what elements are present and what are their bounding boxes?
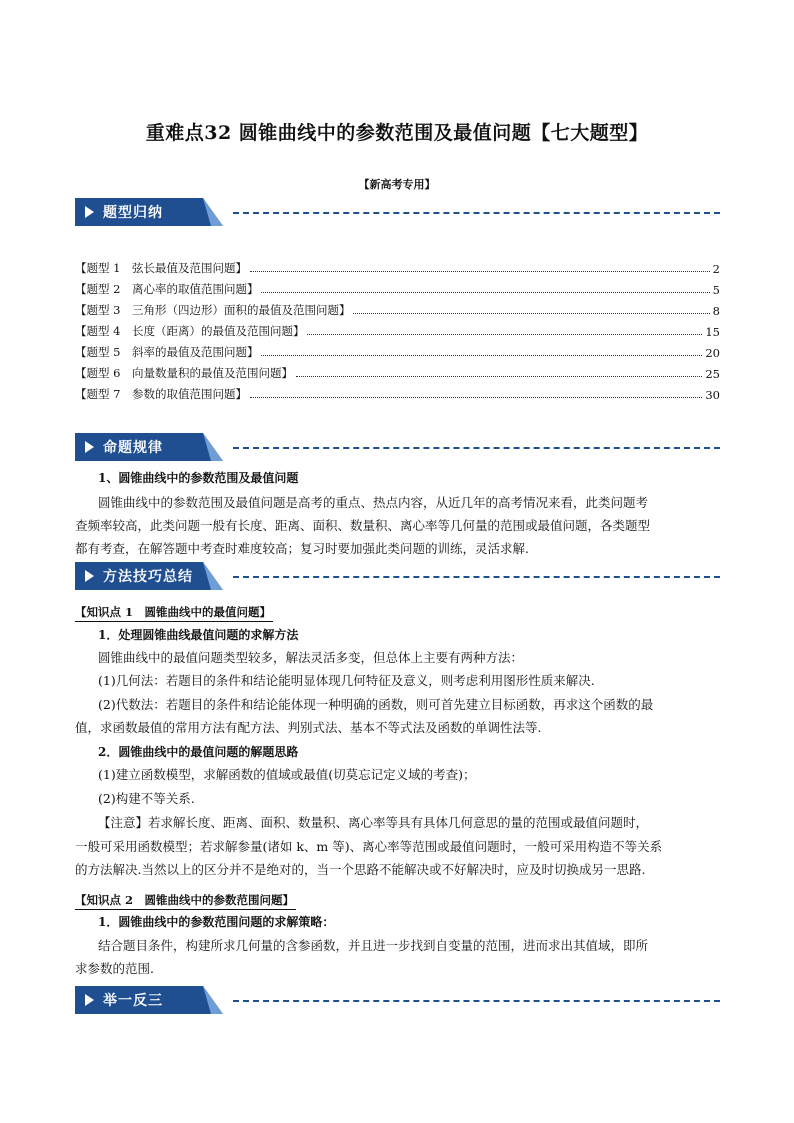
toc-item[interactable] — [75, 363, 720, 381]
page-title: 重难点32 圆锥曲线中的参数范围及最值问题【七大题型】 — [145, 122, 649, 144]
toc-item-label: 【题型 5 斜率的最值及范围问题】 — [75, 345, 259, 359]
toc-item-label: 【题型 6 向量数量积的最值及范围问题】 — [75, 366, 293, 380]
toc-leader-dots — [353, 313, 709, 314]
section-label: 题型归纳 — [103, 205, 163, 221]
rule-text-line: 圆锥曲线中的参数范围及最值问题是高考的重点、热点内容，从近几年的高考情况来看，此类问题考 — [98, 495, 649, 510]
kp1-text-line: (1)几何法：若题目的条件和结论能明显体现几何特征及意义，则考虑利用图形性质来解决. — [98, 673, 595, 688]
dashed-divider — [233, 576, 720, 578]
toc-item[interactable] — [75, 384, 720, 402]
kp1-heading: 1．处理圆锥曲线最值问题的求解方法 — [98, 628, 299, 642]
section-label: 命题规律 — [103, 440, 163, 456]
toc-item-label: 【题型 4 长度（距离）的最值及范围问题】 — [75, 324, 305, 338]
section-header-rules — [75, 433, 720, 461]
toc-item-label: 【题型 2 离心率的取值范围问题】 — [75, 282, 259, 296]
page-subtitle: 【新高考专用】 — [358, 178, 436, 191]
toc-item-label: 【题型 3 三角形（四边形）面积的最值及范围问题】 — [75, 303, 351, 317]
triangle-arrow-icon — [85, 570, 94, 582]
toc-item-page: 8 — [712, 304, 720, 318]
toc-item-page: 25 — [705, 367, 720, 381]
toc-item[interactable] — [75, 300, 720, 318]
kp2-text-line: 结合题目条件，构建所求几何量的含参函数，并且进一步找到自变量的范围，进而求出其值域，即所 — [98, 938, 649, 953]
toc-leader-dots — [307, 334, 702, 335]
rule-text-line: 都有考查，在解答题中考查时难度较高；复习时要加强此类问题的训练，灵活求解. — [75, 541, 529, 556]
toc-leader-dots — [296, 376, 702, 377]
dashed-divider — [233, 447, 720, 449]
section-label: 方法技巧总结 — [103, 569, 193, 585]
rule-heading: 1、圆锥曲线中的参数范围及最值问题 — [98, 471, 299, 485]
kp1-text-line: 值，求函数最值的常用方法有配方法、判别式法、基本不等式法及函数的单调性法等. — [75, 720, 542, 735]
toc-item-page: 5 — [712, 283, 720, 297]
rule-text-line: 查频率较高，此类问题一般有长度、距离、面积、数量积、离心率等几何量的范围或最值问题，各类题型 — [75, 518, 651, 533]
toc-item[interactable] — [75, 321, 720, 339]
kp1-note-line: 的方法解决.当然以上的区分并不是绝对的，当一个思路不能解决或不好解决时，应及时切换成另一思路. — [75, 862, 646, 877]
kp1-heading: 2．圆锥曲线中的最值问题的解题思路 — [98, 745, 299, 759]
toc-leader-dots — [250, 271, 710, 272]
toc-item-label: 【题型 1 弦长最值及范围问题】 — [75, 261, 247, 275]
kp1-note-line: 一般可采用函数模型；若求解参量(诸如 k、m 等)、离心率等范围或最值问题时，一般可采用构造不等关系 — [75, 839, 663, 854]
triangle-arrow-icon — [85, 441, 94, 453]
knowledge-point-label: 【知识点 2 圆锥曲线中的参数范围问题】 — [75, 892, 296, 910]
section-header-method-summary — [75, 562, 720, 590]
kp1-note-line: 【注意】若求解长度、距离、面积、数量积、离心率等具有具体几何意思的量的范围或最值问题时， — [98, 815, 649, 830]
section-label: 举一反三 — [103, 993, 163, 1009]
dashed-divider — [233, 1000, 720, 1002]
toc-item[interactable] — [75, 258, 720, 276]
toc-item-page: 2 — [712, 262, 720, 276]
kp1-text-line: (2)构建不等关系. — [98, 791, 195, 806]
triangle-arrow-icon — [85, 206, 94, 218]
toc-item[interactable] — [75, 279, 720, 297]
section-header-type-summary — [75, 198, 720, 226]
knowledge-point-label: 【知识点 1 圆锥曲线中的最值问题】 — [75, 604, 273, 622]
section-header-examples — [75, 986, 720, 1014]
toc-item-page: 20 — [705, 346, 720, 360]
triangle-arrow-icon — [85, 994, 94, 1006]
toc-leader-dots — [261, 355, 702, 356]
toc-item-label: 【题型 7 参数的取值范围问题】 — [75, 387, 247, 401]
kp2-heading: 1．圆锥曲线中的参数范围问题的求解策略： — [98, 915, 335, 929]
dashed-divider — [233, 212, 720, 214]
kp2-text-line: 求参数的范围. — [75, 961, 154, 976]
toc-leader-dots — [250, 397, 702, 398]
kp1-text-line: (2)代数法：若题目的条件和结论能体现一种明确的函数，则可首先建立目标函数，再求这个函数的最 — [98, 697, 654, 712]
toc-leader-dots — [261, 292, 709, 293]
toc-item-page: 15 — [705, 325, 720, 339]
toc-item[interactable] — [75, 342, 720, 360]
toc-item-page: 30 — [705, 388, 720, 402]
kp1-text-line: (1)建立函数模型，求解函数的值域或最值(切莫忘记定义域的考查)； — [98, 767, 476, 782]
kp1-text-line: 圆锥曲线中的最值问题类型较多，解法灵活多变，但总体上主要有两种方法： — [98, 650, 524, 665]
